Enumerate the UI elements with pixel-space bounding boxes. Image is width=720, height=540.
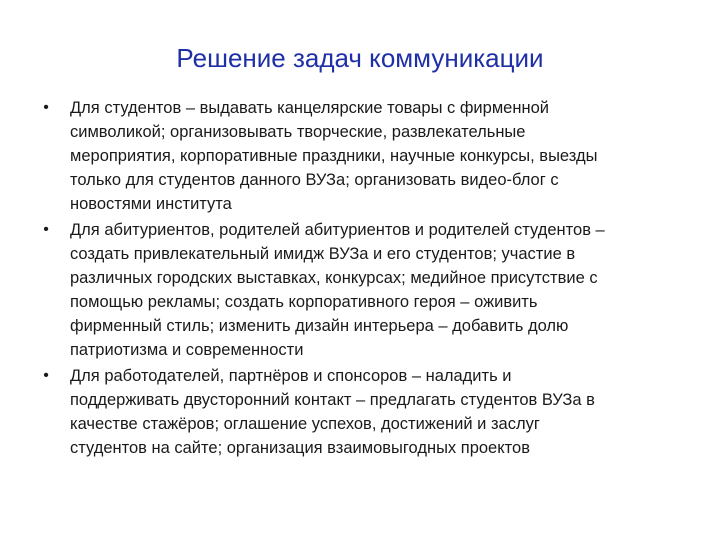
bullet-text-line: создать привлекательный имидж ВУЗа и его студентов; участие в	[70, 245, 576, 263]
bullet-text-line: Для студентов – выдавать канцелярские товары с фирменной	[70, 99, 549, 117]
bullet-text-line: помощью рекламы; создать корпоративного героя – оживить	[70, 293, 538, 311]
bullet-text-line: патриотизма и современности	[70, 341, 304, 359]
bullet-text-line: фирменный стиль; изменить дизайн интерьера – добавить долю	[70, 317, 569, 335]
bullet-icon: •	[43, 99, 49, 116]
bullet-text-line: мероприятия, корпоративные праздники, научные конкурсы, выезды	[70, 147, 598, 165]
bullet-text-line: символикой; организовывать творческие, развлекательные	[70, 123, 526, 141]
bullet-text-line: поддерживать двусторонний контакт – предлагать студентов ВУЗа в	[70, 391, 595, 409]
bullet-text-line: новостями института	[70, 195, 232, 213]
bullet-text-line: различных городских выставках, конкурсах; медийное присутствие с	[70, 269, 598, 287]
bullet-item-students	[36, 96, 676, 216]
slide-title: Решение задач коммуникации	[176, 43, 544, 73]
bullet-text-line: качестве стажёров; оглашение успехов, достижений и заслуг	[70, 415, 540, 433]
bullet-icon: •	[43, 367, 49, 384]
bullet-text-line: только для студентов данного ВУЗа; организовать видео-блог с	[70, 171, 559, 189]
bullet-icon: •	[43, 221, 49, 238]
bullet-text-line: студентов на сайте; организация взаимовыгодных проектов	[70, 439, 530, 457]
bullet-text-line: Для работодателей, партнёров и спонсоров – наладить и	[70, 367, 512, 385]
bullet-list	[36, 96, 676, 462]
bullet-item-employers	[36, 364, 676, 460]
bullet-item-applicants	[36, 218, 676, 362]
bullet-text-line: Для абитуриентов, родителей абитуриентов и родителей студентов –	[70, 221, 605, 239]
